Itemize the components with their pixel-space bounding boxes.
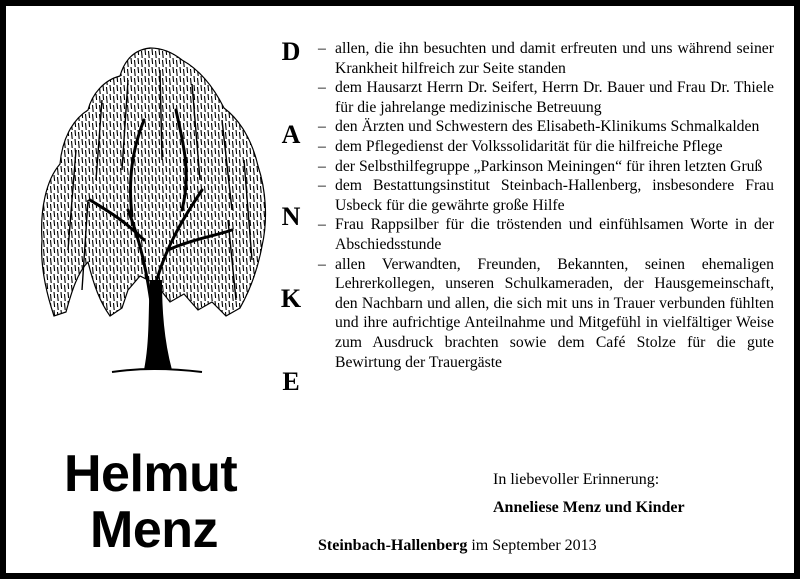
deceased-first-name: Helmut: [64, 445, 238, 503]
closing-signers: Anneliese Menz und Kinder: [493, 499, 685, 516]
heading-letter-a: A: [281, 120, 301, 149]
thanks-item: – der Selbsthilfegruppe „Parkinson Meiningen“ für ihren letzten Gruß: [318, 157, 774, 177]
heading-letter-n: N: [281, 202, 301, 231]
heading-letter-k: K: [280, 284, 302, 313]
thanks-item: – allen, die ihn besuchten und damit erfreuten und uns während seiner Krankheit hilfreich zur Seite standen: [318, 39, 774, 78]
closing-phrase: In liebevoller Erinnerung:: [493, 471, 660, 488]
thanks-item: – dem Bestattungsinstitut Steinbach-Hallenberg, insbesondere Frau Usbeck für die gewährte große Hilfe: [318, 176, 774, 215]
thanks-list: [318, 39, 774, 372]
deceased-last-name: Menz: [90, 501, 218, 559]
closing-date: im September 2013: [471, 537, 597, 554]
heading-letter-d: D: [281, 37, 301, 66]
thanks-item: – dem Pflegedienst der Volkssolidarität für die hilfreiche Pflege: [318, 137, 774, 157]
heading-letter-e: E: [282, 367, 300, 396]
closing-place-date: [318, 536, 597, 556]
thanks-item: – den Ärzten und Schwestern des Elisabeth-Klinikums Schmalkalden: [318, 117, 774, 137]
weeping-willow-tree-icon: [32, 40, 272, 380]
thanks-item: – dem Hausarzt Herrn Dr. Seifert, Herrn Dr. Bauer und Frau Dr. Thiele für die jahrelange medizinische Betreuung: [318, 78, 774, 117]
closing-place: Steinbach-Hallenberg: [318, 537, 468, 554]
thanks-item: – allen Verwandten, Freunden, Bekannten, seinen ehemaligen Lehrerkollegen, unseren Schulkameraden, der Hausgemeinschaft, den Nachbarn und allen, die sich mit uns in Trauer verbunden fühlten und ihre aufrichtige Anteilnahme und Mitgefühl in vielfältiger Weise zum Ausdruck brachten sowie dem Café Stolze für die gute Bewirtung der Trauergäste: [318, 255, 774, 373]
thanks-item: – Frau Rappsilber für die tröstenden und einfühlsamen Worte in der Abschiedsstunde: [318, 215, 774, 254]
